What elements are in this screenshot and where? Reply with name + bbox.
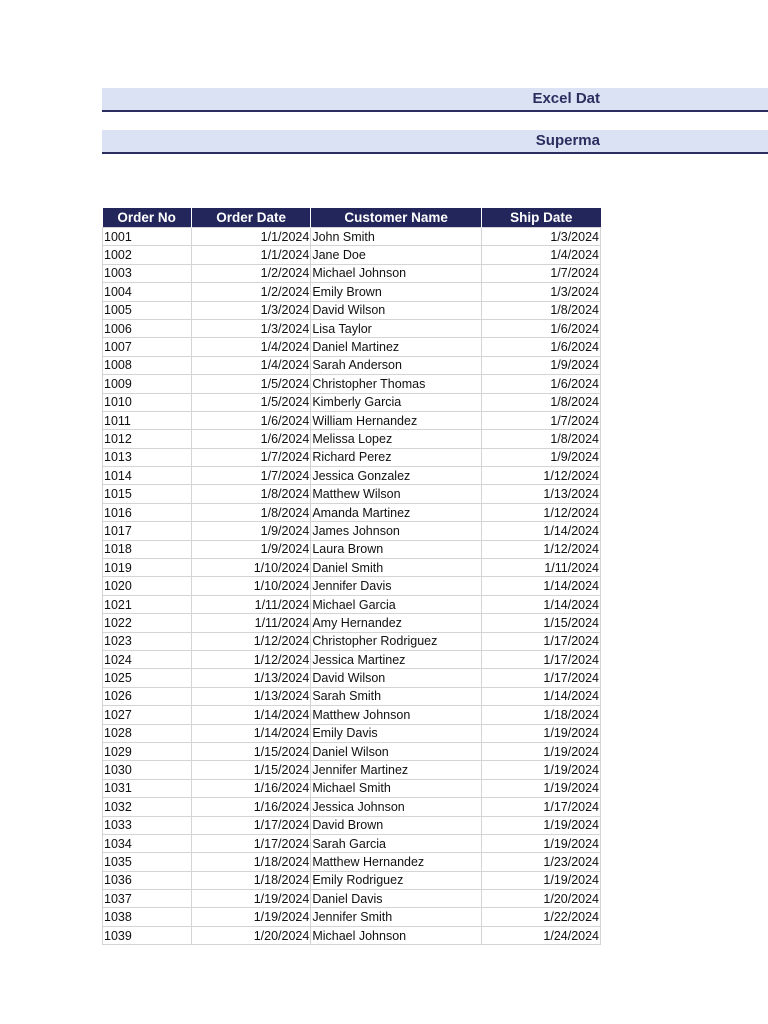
ship-date-cell[interactable]: 1/14/2024 (481, 522, 600, 540)
ship-date-cell[interactable]: 1/19/2024 (481, 834, 600, 852)
table-row (103, 871, 601, 889)
order-date-cell[interactable]: 1/12/2024 (191, 650, 310, 668)
table-row (103, 779, 601, 797)
order-no-cell[interactable]: 1009 (103, 375, 192, 393)
ship-date-cell[interactable]: 1/15/2024 (481, 614, 600, 632)
order-no-cell[interactable]: 1008 (103, 356, 192, 374)
order-no-cell[interactable]: 1030 (103, 761, 192, 779)
order-no-cell[interactable]: 1032 (103, 798, 192, 816)
order-no-cell[interactable]: 1031 (103, 779, 192, 797)
customer-name-cell[interactable]: Sarah Garcia (311, 834, 482, 852)
table-row (103, 834, 601, 852)
order-no-cell[interactable]: 1012 (103, 430, 192, 448)
customer-name-cell[interactable]: William Hernandez (311, 411, 482, 429)
customer-name-cell[interactable]: David Wilson (311, 669, 482, 687)
table-row (103, 411, 601, 429)
ship-date-cell[interactable]: 1/14/2024 (481, 595, 600, 613)
order-no-cell[interactable]: 1036 (103, 871, 192, 889)
ship-date-cell[interactable]: 1/20/2024 (481, 890, 600, 908)
ship-date-cell[interactable]: 1/6/2024 (481, 375, 600, 393)
order-date-cell[interactable]: 1/6/2024 (191, 430, 310, 448)
customer-name-cell[interactable]: Daniel Smith (311, 559, 482, 577)
table-row (103, 761, 601, 779)
table-row (103, 669, 601, 687)
order-date-cell[interactable]: 1/16/2024 (191, 779, 310, 797)
customer-name-cell[interactable]: Michael Johnson (311, 926, 482, 944)
customer-name-cell[interactable]: David Brown (311, 816, 482, 834)
order-date-cell[interactable]: 1/14/2024 (191, 724, 310, 742)
customer-name-cell[interactable]: Jessica Martinez (311, 650, 482, 668)
ship-date-cell[interactable]: 1/11/2024 (481, 559, 600, 577)
column-header-customer-name[interactable]: Customer Name (311, 208, 482, 228)
order-no-cell[interactable]: 1011 (103, 411, 192, 429)
table-row (103, 706, 601, 724)
customer-name-cell[interactable]: Emily Davis (311, 724, 482, 742)
title-banner (102, 88, 768, 112)
table-row (103, 853, 601, 871)
customer-name-cell[interactable]: John Smith (311, 228, 482, 246)
order-no-cell[interactable]: 1023 (103, 632, 192, 650)
order-date-cell[interactable]: 1/10/2024 (191, 577, 310, 595)
ship-date-cell[interactable]: 1/17/2024 (481, 650, 600, 668)
customer-name-cell[interactable]: Jennifer Davis (311, 577, 482, 595)
order-no-cell[interactable]: 1013 (103, 448, 192, 466)
ship-date-cell[interactable]: 1/19/2024 (481, 742, 600, 760)
ship-date-cell[interactable]: 1/13/2024 (481, 485, 600, 503)
order-date-cell[interactable]: 1/3/2024 (191, 301, 310, 319)
order-date-cell[interactable]: 1/4/2024 (191, 338, 310, 356)
order-no-cell[interactable]: 1034 (103, 834, 192, 852)
order-date-cell[interactable]: 1/1/2024 (191, 228, 310, 246)
table-row (103, 724, 601, 742)
customer-name-cell[interactable]: Kimberly Garcia (311, 393, 482, 411)
order-no-cell[interactable]: 1016 (103, 503, 192, 521)
customer-name-cell[interactable]: Emily Rodriguez (311, 871, 482, 889)
table-row (103, 393, 601, 411)
ship-date-cell[interactable]: 1/18/2024 (481, 706, 600, 724)
table-row (103, 632, 601, 650)
ship-date-cell[interactable]: 1/23/2024 (481, 853, 600, 871)
order-no-cell[interactable]: 1019 (103, 559, 192, 577)
customer-name-cell[interactable]: Matthew Johnson (311, 706, 482, 724)
subtitle-banner (102, 130, 768, 154)
table-row (103, 614, 601, 632)
ship-date-cell[interactable]: 1/3/2024 (481, 283, 600, 301)
column-header-order-date[interactable]: Order Date (191, 208, 310, 228)
customer-name-cell[interactable]: Jennifer Smith (311, 908, 482, 926)
ship-date-cell[interactable]: 1/8/2024 (481, 301, 600, 319)
order-date-cell[interactable]: 1/3/2024 (191, 319, 310, 337)
order-date-cell[interactable]: 1/16/2024 (191, 798, 310, 816)
order-no-cell[interactable]: 1028 (103, 724, 192, 742)
order-no-cell[interactable]: 1017 (103, 522, 192, 540)
ship-date-cell[interactable]: 1/8/2024 (481, 430, 600, 448)
table-body (103, 228, 601, 945)
ship-date-cell[interactable]: 1/24/2024 (481, 926, 600, 944)
order-date-cell[interactable]: 1/10/2024 (191, 559, 310, 577)
ship-date-cell[interactable]: 1/19/2024 (481, 724, 600, 742)
table-row (103, 485, 601, 503)
customer-name-cell[interactable]: Amy Hernandez (311, 614, 482, 632)
order-no-cell[interactable]: 1014 (103, 467, 192, 485)
ship-date-cell[interactable]: 1/3/2024 (481, 228, 600, 246)
ship-date-cell[interactable]: 1/12/2024 (481, 540, 600, 558)
column-header-order-no[interactable]: Order No (103, 208, 192, 228)
order-date-cell[interactable]: 1/18/2024 (191, 853, 310, 871)
ship-date-cell[interactable]: 1/7/2024 (481, 264, 600, 282)
table-row (103, 467, 601, 485)
ship-date-cell[interactable]: 1/19/2024 (481, 761, 600, 779)
table-row (103, 559, 601, 577)
order-date-cell[interactable]: 1/8/2024 (191, 503, 310, 521)
customer-name-cell[interactable]: Daniel Davis (311, 890, 482, 908)
ship-date-cell[interactable]: 1/22/2024 (481, 908, 600, 926)
table-row (103, 687, 601, 705)
customer-name-cell[interactable]: Michael Johnson (311, 264, 482, 282)
order-no-cell[interactable]: 1001 (103, 228, 192, 246)
order-no-cell[interactable]: 1022 (103, 614, 192, 632)
order-date-cell[interactable]: 1/7/2024 (191, 467, 310, 485)
customer-name-cell[interactable]: Matthew Hernandez (311, 853, 482, 871)
order-no-cell[interactable]: 1010 (103, 393, 192, 411)
order-no-cell[interactable]: 1025 (103, 669, 192, 687)
order-date-cell[interactable]: 1/4/2024 (191, 356, 310, 374)
order-date-cell[interactable]: 1/19/2024 (191, 890, 310, 908)
ship-date-cell[interactable]: 1/9/2024 (481, 448, 600, 466)
customer-name-cell[interactable]: Jennifer Martinez (311, 761, 482, 779)
ship-date-cell[interactable]: 1/19/2024 (481, 816, 600, 834)
column-header-ship-date[interactable]: Ship Date (481, 208, 600, 228)
table-row (103, 264, 601, 282)
table-row (103, 650, 601, 668)
customer-name-cell[interactable]: Michael Smith (311, 779, 482, 797)
customer-name-cell[interactable]: Amanda Martinez (311, 503, 482, 521)
customer-name-cell[interactable]: Daniel Wilson (311, 742, 482, 760)
customer-name-cell[interactable]: Matthew Wilson (311, 485, 482, 503)
ship-date-cell[interactable]: 1/19/2024 (481, 779, 600, 797)
table-row (103, 816, 601, 834)
order-no-cell[interactable]: 1006 (103, 319, 192, 337)
order-date-cell[interactable]: 1/2/2024 (191, 283, 310, 301)
order-date-cell[interactable]: 1/8/2024 (191, 485, 310, 503)
order-no-cell[interactable]: 1029 (103, 742, 192, 760)
order-no-cell[interactable]: 1003 (103, 264, 192, 282)
table-row (103, 375, 601, 393)
order-date-cell[interactable]: 1/15/2024 (191, 761, 310, 779)
orders-table (102, 208, 601, 945)
ship-date-cell[interactable]: 1/17/2024 (481, 669, 600, 687)
ship-date-cell[interactable]: 1/8/2024 (481, 393, 600, 411)
order-date-cell[interactable]: 1/9/2024 (191, 540, 310, 558)
table-row (103, 522, 601, 540)
table-header-row (103, 208, 601, 228)
order-date-cell[interactable]: 1/13/2024 (191, 669, 310, 687)
ship-date-cell[interactable]: 1/14/2024 (481, 577, 600, 595)
customer-name-cell[interactable]: Lisa Taylor (311, 319, 482, 337)
table-row (103, 430, 601, 448)
order-no-cell[interactable]: 1018 (103, 540, 192, 558)
table-row (103, 338, 601, 356)
order-date-cell[interactable]: 1/13/2024 (191, 687, 310, 705)
customer-name-cell[interactable]: David Wilson (311, 301, 482, 319)
order-no-cell[interactable]: 1020 (103, 577, 192, 595)
order-no-cell[interactable]: 1037 (103, 890, 192, 908)
table-row (103, 595, 601, 613)
customer-name-cell[interactable]: Christopher Thomas (311, 375, 482, 393)
table-row (103, 301, 601, 319)
ship-date-cell[interactable]: 1/6/2024 (481, 319, 600, 337)
customer-name-cell[interactable]: Richard Perez (311, 448, 482, 466)
ship-date-cell[interactable]: 1/14/2024 (481, 687, 600, 705)
customer-name-cell[interactable]: James Johnson (311, 522, 482, 540)
order-date-cell[interactable]: 1/11/2024 (191, 614, 310, 632)
table-row (103, 283, 601, 301)
ship-date-cell[interactable]: 1/17/2024 (481, 632, 600, 650)
ship-date-cell[interactable]: 1/4/2024 (481, 246, 600, 264)
order-no-cell[interactable]: 1035 (103, 853, 192, 871)
page-subtitle: Superma (535, 132, 600, 149)
ship-date-cell[interactable]: 1/17/2024 (481, 798, 600, 816)
ship-date-cell[interactable]: 1/6/2024 (481, 338, 600, 356)
table-row (103, 228, 601, 246)
order-date-cell[interactable]: 1/19/2024 (191, 908, 310, 926)
customer-name-cell[interactable]: Sarah Smith (311, 687, 482, 705)
table-row (103, 798, 601, 816)
table-row (103, 246, 601, 264)
table-row (103, 503, 601, 521)
table-row (103, 356, 601, 374)
ship-date-cell[interactable]: 1/19/2024 (481, 871, 600, 889)
order-no-cell[interactable]: 1033 (103, 816, 192, 834)
customer-name-cell[interactable]: Emily Brown (311, 283, 482, 301)
order-no-cell[interactable]: 1024 (103, 650, 192, 668)
order-date-cell[interactable]: 1/11/2024 (191, 595, 310, 613)
order-no-cell[interactable]: 1027 (103, 706, 192, 724)
table-row (103, 577, 601, 595)
customer-name-cell[interactable]: Michael Garcia (311, 595, 482, 613)
customer-name-cell[interactable]: Jane Doe (311, 246, 482, 264)
table-row (103, 908, 601, 926)
customer-name-cell[interactable]: Melissa Lopez (311, 430, 482, 448)
order-date-cell[interactable]: 1/5/2024 (191, 375, 310, 393)
order-no-cell[interactable]: 1002 (103, 246, 192, 264)
order-no-cell[interactable]: 1004 (103, 283, 192, 301)
table-row (103, 448, 601, 466)
order-date-cell[interactable]: 1/12/2024 (191, 632, 310, 650)
table-row (103, 319, 601, 337)
ship-date-cell[interactable]: 1/12/2024 (481, 467, 600, 485)
order-no-cell[interactable]: 1005 (103, 301, 192, 319)
order-date-cell[interactable]: 1/17/2024 (191, 816, 310, 834)
order-no-cell[interactable]: 1021 (103, 595, 192, 613)
order-date-cell[interactable]: 1/15/2024 (191, 742, 310, 760)
ship-date-cell[interactable]: 1/7/2024 (481, 411, 600, 429)
order-no-cell[interactable]: 1038 (103, 908, 192, 926)
order-no-cell[interactable]: 1015 (103, 485, 192, 503)
customer-name-cell[interactable]: Daniel Martinez (311, 338, 482, 356)
order-no-cell[interactable]: 1007 (103, 338, 192, 356)
order-date-cell[interactable]: 1/5/2024 (191, 393, 310, 411)
customer-name-cell[interactable]: Sarah Anderson (311, 356, 482, 374)
table-row (103, 926, 601, 944)
customer-name-cell[interactable]: Christopher Rodriguez (311, 632, 482, 650)
table-row (103, 890, 601, 908)
order-date-cell[interactable]: 1/17/2024 (191, 834, 310, 852)
order-date-cell[interactable]: 1/9/2024 (191, 522, 310, 540)
order-date-cell[interactable]: 1/6/2024 (191, 411, 310, 429)
table-row (103, 742, 601, 760)
order-no-cell[interactable]: 1039 (103, 926, 192, 944)
ship-date-cell[interactable]: 1/9/2024 (481, 356, 600, 374)
customer-name-cell[interactable]: Jessica Gonzalez (311, 467, 482, 485)
customer-name-cell[interactable]: Jessica Johnson (311, 798, 482, 816)
page-title: Excel Dat (532, 90, 600, 107)
order-date-cell[interactable]: 1/18/2024 (191, 871, 310, 889)
customer-name-cell[interactable]: Laura Brown (311, 540, 482, 558)
order-no-cell[interactable]: 1026 (103, 687, 192, 705)
ship-date-cell[interactable]: 1/12/2024 (481, 503, 600, 521)
order-date-cell[interactable]: 1/20/2024 (191, 926, 310, 944)
table-row (103, 540, 601, 558)
order-date-cell[interactable]: 1/1/2024 (191, 246, 310, 264)
order-date-cell[interactable]: 1/7/2024 (191, 448, 310, 466)
order-date-cell[interactable]: 1/14/2024 (191, 706, 310, 724)
order-date-cell[interactable]: 1/2/2024 (191, 264, 310, 282)
